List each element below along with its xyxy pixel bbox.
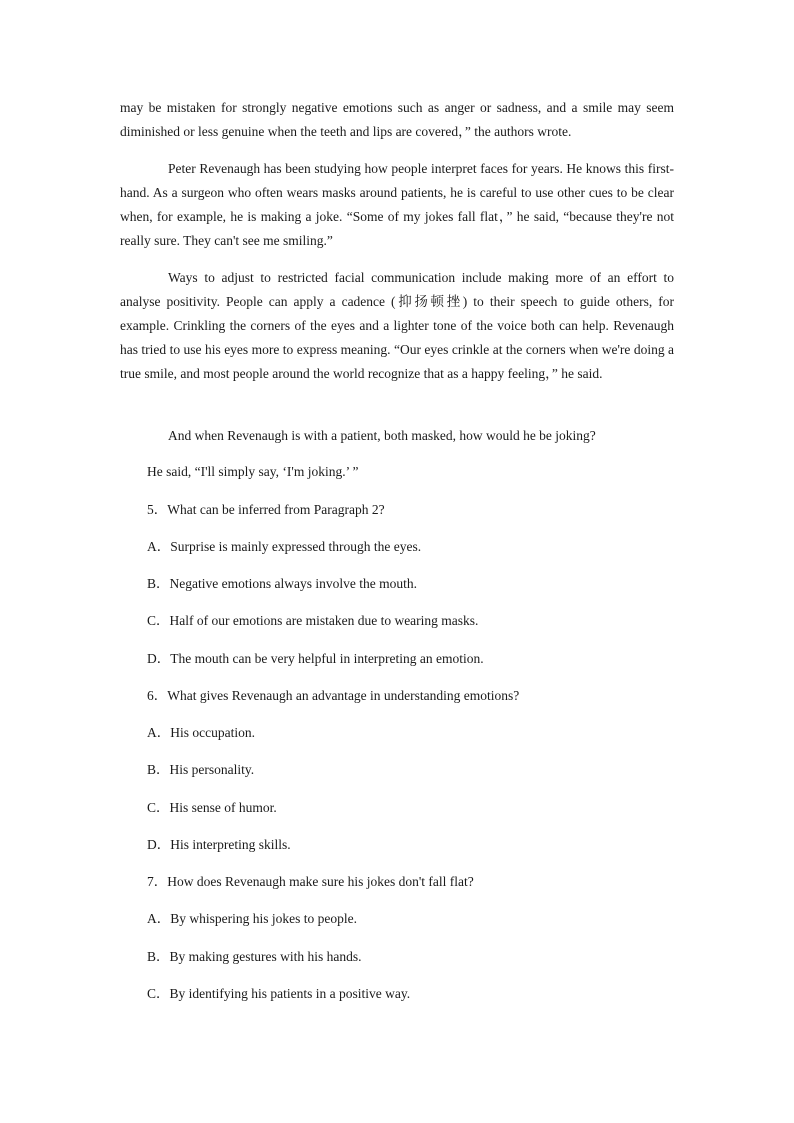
question-stem: 7．How does Revenaugh make sure his jokes don't fall flat? [147,874,474,889]
answer-option: B．His personality. [147,762,255,777]
answer-option: C．By identifying his patients in a positive way. [147,986,411,1001]
answer-option: B．Negative emotions always involve the mouth. [147,576,417,591]
answer-option: D．The mouth can be very helpful in interpreting an emotion. [147,651,484,666]
paragraph-ways-to-adjust: Ways to adjust to restricted facial communication include making more of an effort to analyse positivity. People can apply a cadence (抑扬顿挫) to their speech to guide others, for example. Crinkling the corners of the eyes and a lighter tone of the voice both can help. Revenaugh has tried to use his eyes more to express meaning. “Our eyes crinkle at the corners when we're doing a true smile, and most people around the world recognize that as a happy feeling，” he said. [120,270,674,381]
paragraph-peter-revenaugh: Peter Revenaugh has been studying how people interpret faces for years. He knows this first-hand. As a surgeon who often wears masks around patients, he is careful to use other cues to be clear when, for example, he is making a joke. “Some of my jokes fall flat，” he said, “because they're not really sure. They can't see me smiling.” [120,161,674,248]
paragraph-he-said: He said, “I'll simply say, ‘I'm joking.’ ” [147,464,359,479]
question-stem: 6．What gives Revenaugh an advantage in understanding emotions? [147,688,520,703]
paragraph-joking-question: And when Revenaugh is with a patient, both masked, how would he be joking? [168,428,596,443]
answer-option: A．Surprise is mainly expressed through the eyes. [147,539,422,554]
answer-option: C．His sense of humor. [147,800,277,815]
answer-option: B．By making gestures with his hands. [147,949,362,964]
paragraph-intro: may be mistaken for strongly negative emotions such as anger or sadness, and a smile may seem diminished or less genuine when the teeth and lips are covered，” the authors wrote. [120,100,674,139]
question-stem: 5．What can be inferred from Paragraph 2? [147,502,385,517]
answer-option: A．By whispering his jokes to people. [147,911,357,926]
answer-option: A．His occupation. [147,725,255,740]
answer-option: C．Half of our emotions are mistaken due to wearing masks. [147,613,479,628]
answer-option: D．His interpreting skills. [147,837,291,852]
